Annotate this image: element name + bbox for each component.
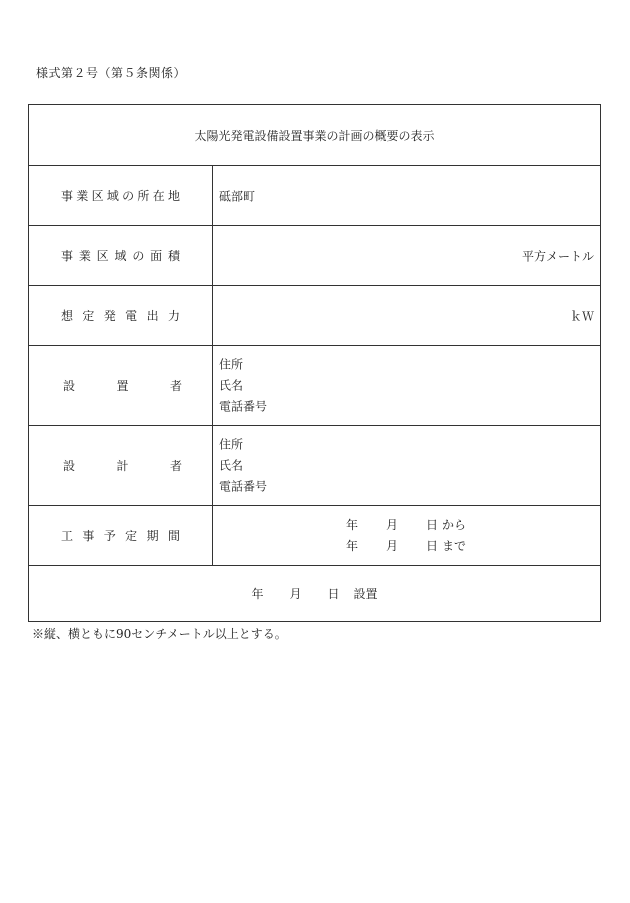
- period-start-day: 日: [426, 517, 439, 532]
- label-char: 事: [61, 189, 74, 203]
- designer-label: [29, 457, 212, 474]
- area-unit: 平方メートル: [521, 249, 594, 263]
- area-label: [29, 247, 212, 264]
- period-start-line: [346, 515, 466, 536]
- period-start-year: 年: [346, 517, 359, 532]
- location-label-cell: [29, 166, 213, 225]
- install-suffix: 設置: [353, 587, 378, 601]
- label-char: 事: [82, 529, 95, 543]
- location-value: 砥部町: [219, 189, 256, 203]
- installer-label-cell: [29, 346, 213, 425]
- installer-value-cell: [213, 346, 600, 425]
- label-char: 定: [82, 309, 95, 323]
- period-end-day: 日: [426, 538, 439, 553]
- installer-name-label: 氏名: [219, 378, 244, 392]
- label-char: 積: [167, 249, 180, 263]
- install-date-cell: [29, 566, 600, 621]
- installer-row: [29, 346, 600, 426]
- label-char: 地: [167, 189, 180, 203]
- label-char: の: [132, 249, 145, 263]
- designer-label-char: 設: [63, 459, 76, 473]
- designer-phone-label: 電話番号: [219, 479, 268, 493]
- designer-row: [29, 426, 600, 506]
- designer-label-char: 計: [116, 459, 129, 473]
- installer-address-label: 住所: [219, 357, 244, 371]
- label-char: 力: [167, 309, 180, 323]
- designer-fields: [219, 434, 267, 497]
- installer-label-char: 設: [63, 379, 76, 393]
- label-char: 業: [78, 249, 91, 263]
- period-start-month: 月: [386, 517, 399, 532]
- period-end-month: 月: [386, 538, 399, 553]
- label-char: 発: [103, 309, 116, 323]
- period-end-year: 年: [346, 538, 359, 553]
- period-dates: [346, 515, 466, 557]
- installer-label-char: 者: [169, 379, 182, 393]
- output-label-cell: [29, 286, 213, 345]
- label-char: 域: [106, 189, 119, 203]
- install-day: 日: [327, 587, 340, 601]
- installer-phone-label: 電話番号: [219, 399, 268, 413]
- installer-label: [29, 377, 212, 394]
- location-value-cell: [213, 166, 600, 225]
- table-title: 太陽光発電設備設置事業の計画の概要の表示: [194, 128, 435, 143]
- location-row: [29, 166, 600, 226]
- label-char: 所: [137, 189, 150, 203]
- area-value-cell: [213, 226, 600, 285]
- location-label: [29, 187, 212, 204]
- label-char: 定: [125, 529, 138, 543]
- output-unit: ｋＷ: [569, 309, 594, 323]
- period-value-cell: [213, 506, 600, 565]
- label-char: 在: [152, 189, 165, 203]
- installer-fields: [219, 354, 267, 417]
- period-row: [29, 506, 600, 566]
- label-char: 想: [61, 309, 74, 323]
- signboard-table: [28, 104, 601, 622]
- label-char: 間: [167, 529, 180, 543]
- install-year: 年: [251, 587, 264, 601]
- title-row: [29, 105, 600, 166]
- period-until: まで: [442, 538, 467, 553]
- label-char: 業: [76, 189, 89, 203]
- size-note: ※縦、横ともに90センチメートル以上とする。: [32, 627, 287, 641]
- label-char: 区: [96, 249, 109, 263]
- area-row: [29, 226, 600, 286]
- label-char: 期: [146, 529, 159, 543]
- label-char: の: [122, 189, 135, 203]
- label-char: 域: [114, 249, 127, 263]
- label-char: 工: [61, 529, 74, 543]
- output-value-cell: [213, 286, 600, 345]
- label-char: 出: [146, 309, 159, 323]
- install-month: 月: [289, 587, 302, 601]
- output-label: [29, 307, 212, 324]
- label-char: 区: [91, 189, 104, 203]
- label-char: 予: [103, 529, 116, 543]
- label-char: 面: [150, 249, 163, 263]
- installer-label-char: 置: [116, 379, 129, 393]
- period-from: から: [442, 517, 467, 532]
- period-end-line: [346, 536, 466, 557]
- designer-address-label: 住所: [219, 437, 244, 451]
- output-row: [29, 286, 600, 346]
- designer-value-cell: [213, 426, 600, 505]
- period-label-cell: [29, 506, 213, 565]
- label-char: 電: [125, 309, 138, 323]
- install-date: [251, 585, 377, 602]
- form-number-label: 様式第２号（第５条関係）: [36, 66, 187, 80]
- period-label: [29, 527, 212, 544]
- designer-label-cell: [29, 426, 213, 505]
- label-char: 事: [61, 249, 74, 263]
- designer-name-label: 氏名: [219, 458, 244, 472]
- area-label-cell: [29, 226, 213, 285]
- designer-label-char: 者: [169, 459, 182, 473]
- install-date-row: [29, 566, 600, 621]
